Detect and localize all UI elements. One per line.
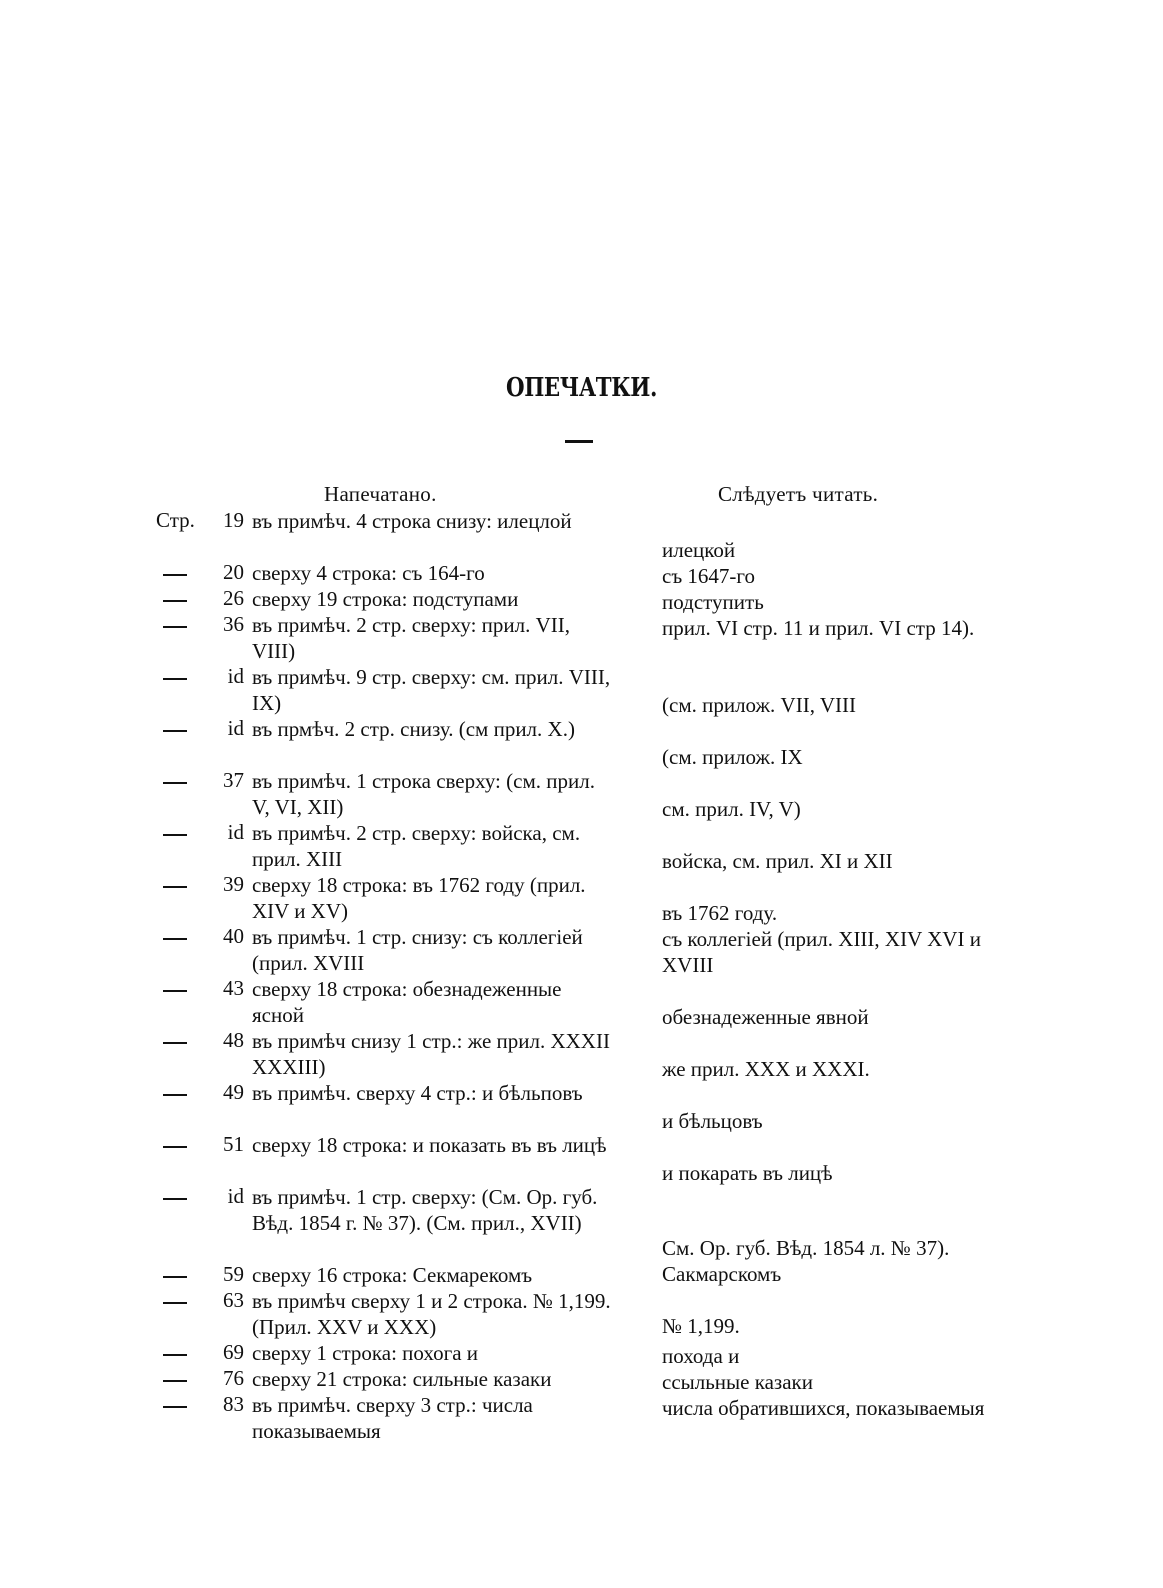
page-number: 69 bbox=[223, 1340, 244, 1364]
page-label: Стр. bbox=[156, 508, 195, 532]
correct-text: съ коллегіей (прил. XIII, XIV XVI и XVIII bbox=[662, 927, 981, 977]
printed-text: въ примѣч. 4 строка снизу: илецлой bbox=[252, 509, 572, 533]
printed-text: сверху 4 строка: съ 164-го bbox=[252, 561, 485, 585]
correct-text: и покарать въ лицѣ bbox=[662, 1161, 833, 1185]
printed-text: сверху 19 строка: подступами bbox=[252, 587, 519, 611]
correct-text: войска, см. прил. XI и XII bbox=[662, 849, 893, 873]
page-number: 83 bbox=[223, 1392, 244, 1416]
correct-text: (см. прилож. VII, VIII bbox=[662, 693, 856, 717]
printed-text: въ примѣч. 9 стр. сверху: см. прил. VIII, IX) bbox=[252, 665, 611, 715]
printed-text: сверху 1 строка: похога и bbox=[252, 1341, 479, 1365]
correct-text: (см. прилож. IX bbox=[662, 745, 803, 769]
page-number: 49 bbox=[223, 1080, 244, 1104]
printed-text: сверху 21 строка: сильные казаки bbox=[252, 1367, 552, 1391]
correct-text: и бѣльцовъ bbox=[662, 1109, 763, 1133]
correct-text: см. прил. IV, V) bbox=[662, 797, 801, 821]
header-printed: Напечатано. bbox=[324, 482, 437, 506]
printed-text: въ примѣч. 2 стр. сверху: прил. VII, VIII) bbox=[252, 613, 571, 663]
correct-text: въ 1762 году. bbox=[662, 901, 778, 925]
page-number: 39 bbox=[223, 872, 244, 896]
page-number: id bbox=[227, 820, 244, 844]
page-number: 36 bbox=[223, 612, 244, 636]
page-number: 63 bbox=[223, 1288, 244, 1312]
correct-text: См. Ор. губ. Вѣд. 1854 л. № 37). Сакмарскомъ bbox=[662, 1236, 950, 1286]
page-number: 48 bbox=[223, 1028, 244, 1052]
page-number: 51 bbox=[223, 1132, 244, 1156]
page-number: 37 bbox=[223, 768, 244, 792]
printed-text: въ примѣч. 1 строка сверху: (см. прил. V, VI, XII) bbox=[252, 769, 595, 819]
correct-text: ссыльные казаки bbox=[662, 1370, 813, 1394]
page-number: id bbox=[227, 716, 244, 740]
correct-text: съ 1647-го bbox=[662, 564, 756, 588]
title-rule bbox=[565, 440, 593, 443]
page-number: 26 bbox=[223, 586, 244, 610]
printed-text: въ примѣч. сверху 4 стр.: и бѣльповъ bbox=[252, 1081, 583, 1105]
printed-text: въ прмѣч. 2 стр. снизу. (см прил. X.) bbox=[252, 717, 575, 741]
page-number: 40 bbox=[223, 924, 244, 948]
printed-text: въ примѣч. 1 стр. снизу: съ коллегіей (прил. XVIII bbox=[252, 925, 583, 975]
printed-text: сверху 18 строка: и показать въ въ лицѣ bbox=[252, 1133, 607, 1157]
page-number: 19 bbox=[223, 508, 244, 532]
correct-text: подступить bbox=[662, 590, 764, 614]
printed-text: въ примѣч. сверху 3 стр.: числа показываемыя bbox=[252, 1393, 533, 1443]
page-number: 76 bbox=[223, 1366, 244, 1390]
header-correct: Слѣдуетъ читать. bbox=[718, 482, 879, 506]
correct-text: прил. VI стр. 11 и прил. VI стр 14). bbox=[662, 616, 975, 640]
correct-text: числа обратившихся, показываемыя bbox=[662, 1396, 985, 1420]
page-number: id bbox=[227, 664, 244, 688]
printed-text: сверху 18 строка: обезнадеженные ясной bbox=[252, 977, 562, 1027]
page-number: id bbox=[227, 1184, 244, 1208]
page-number: 59 bbox=[223, 1262, 244, 1286]
correct-text: похода и bbox=[662, 1344, 740, 1368]
correct-text: же прил. XXX и XXXI. bbox=[662, 1057, 870, 1081]
printed-text: сверху 16 строка: Секмарекомъ bbox=[252, 1263, 533, 1287]
printed-text: въ примѣч снизу 1 стр.: же прил. XXXII XXXIII) bbox=[252, 1029, 610, 1079]
correct-text: обезнадеженные явной bbox=[662, 1005, 869, 1029]
page-number: 43 bbox=[223, 976, 244, 1000]
correct-text: № 1,199. bbox=[662, 1314, 740, 1338]
printed-text: въ примѣч. 1 стр. сверху: (См. Ор. губ. Вѣд. 1854 г. № 37). (См. прил., XVII) bbox=[252, 1185, 598, 1235]
correct-text: илецкой bbox=[662, 538, 736, 562]
printed-text: въ примѣч сверху 1 и 2 строка. № 1,199. (Прил. XXV и XXX) bbox=[252, 1289, 611, 1339]
printed-text: сверху 18 строка: въ 1762 году (прил. XIV и XV) bbox=[252, 873, 586, 923]
page-title: ОПЕЧАТКИ. bbox=[506, 373, 657, 403]
printed-text: въ примѣч. 2 стр. сверху: войска, см. прил. XIII bbox=[252, 821, 581, 871]
page-number: 20 bbox=[223, 560, 244, 584]
